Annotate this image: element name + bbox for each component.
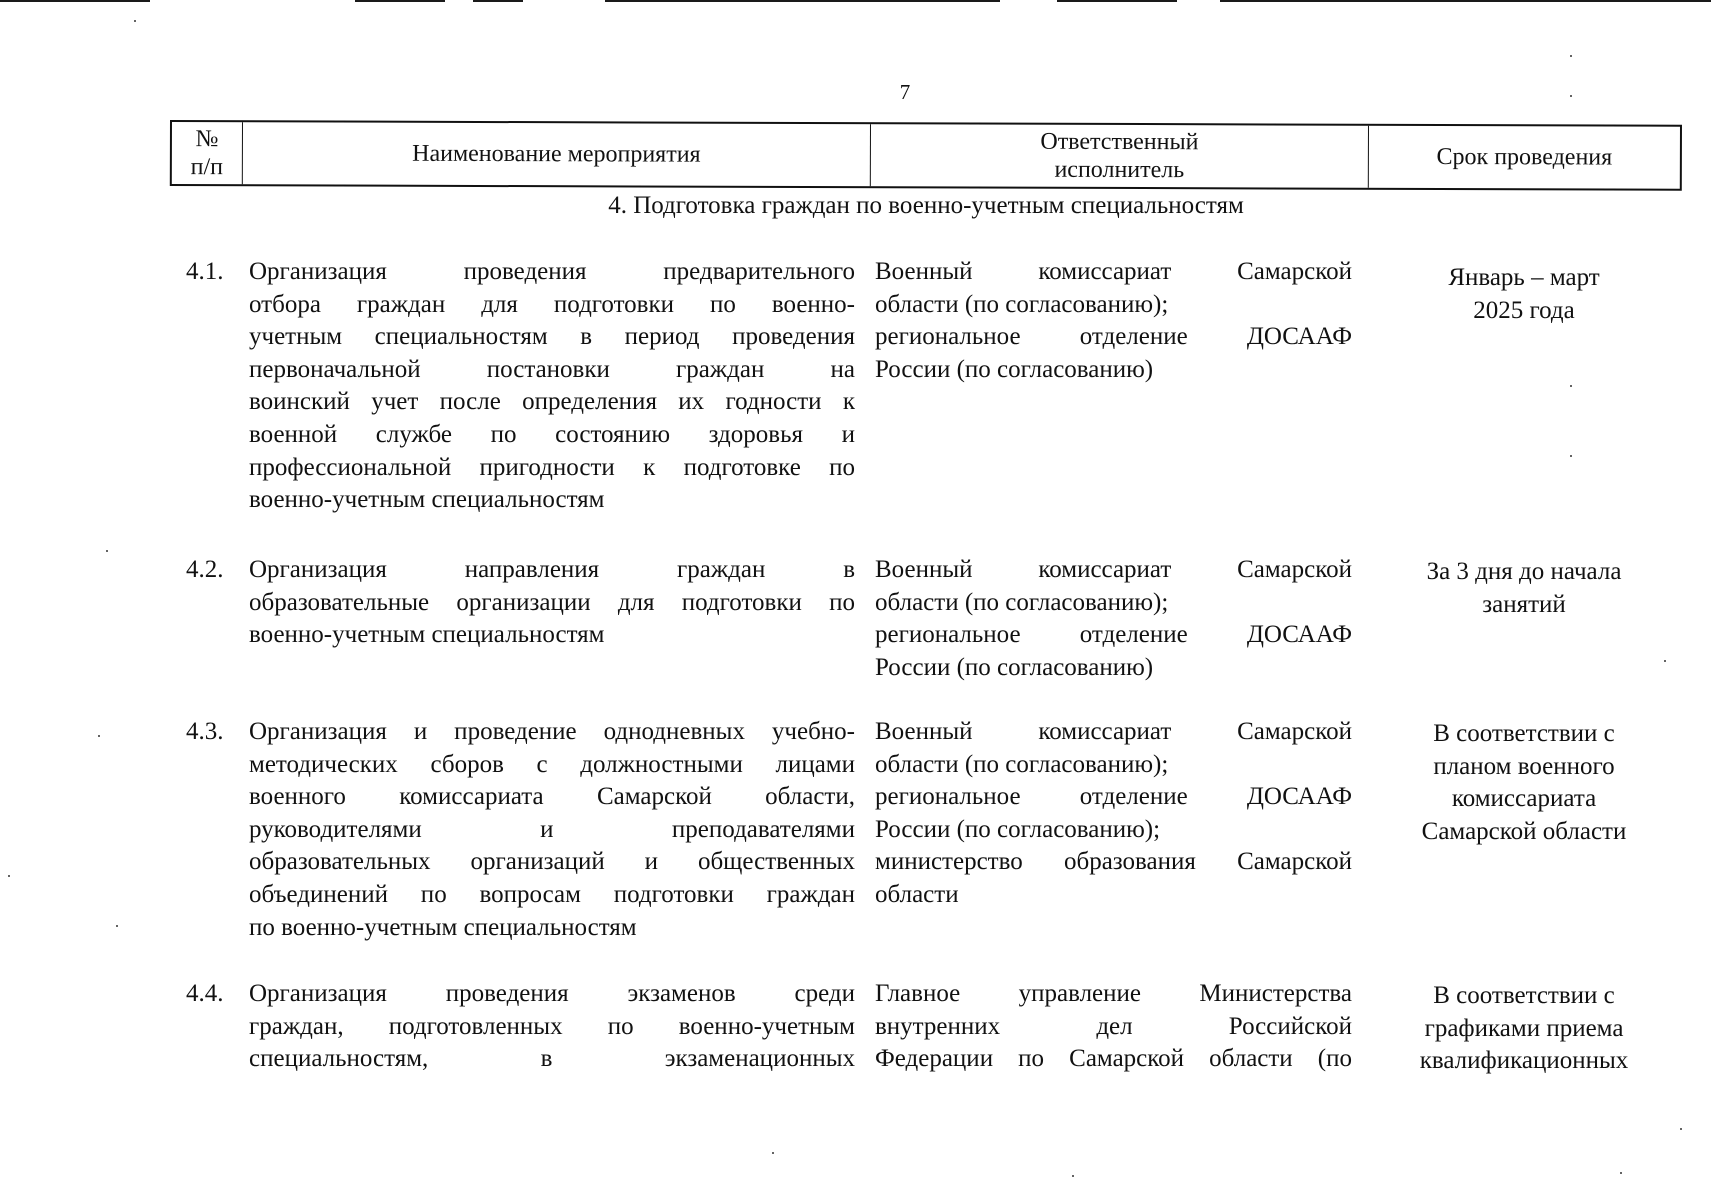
scan-artifact-line bbox=[473, 0, 523, 2]
scan-speck bbox=[1072, 1175, 1074, 1177]
table-header bbox=[170, 120, 1682, 191]
row-number: 4.4. bbox=[186, 980, 224, 1007]
scan-speck bbox=[8, 875, 10, 877]
text-line: образовательных организаций и общественных bbox=[249, 848, 855, 876]
scan-speck bbox=[772, 1152, 774, 1154]
scan-artifact-line bbox=[1057, 0, 1177, 2]
text-line: военно-учетным специальностям bbox=[249, 486, 605, 514]
row-number: 4.2. bbox=[186, 556, 224, 583]
text-line: квалификационных bbox=[1419, 1047, 1629, 1075]
text-line: России (по согласованию) bbox=[875, 653, 1154, 681]
text-line: региональное отделение ДОСААФ bbox=[875, 621, 1352, 649]
page-number: 7 bbox=[899, 80, 911, 104]
text-line: руководителями и преподавателями bbox=[249, 815, 855, 843]
header-executor: Ответственный исполнитель bbox=[870, 124, 1368, 188]
executor bbox=[875, 716, 1352, 912]
text-line: 2025 года bbox=[1473, 296, 1575, 324]
text-line: Военный комиссариат Самарской bbox=[875, 718, 1352, 745]
scan-speck bbox=[1570, 385, 1572, 387]
text-line: В соответствии с bbox=[1433, 720, 1615, 747]
text-line: комиссариата bbox=[1451, 785, 1597, 813]
text-line: региональное отделение ДОСААФ bbox=[875, 323, 1352, 351]
activity-name bbox=[249, 256, 855, 517]
text-line: отбора граждан для подготовки по военно- bbox=[249, 290, 855, 318]
text-line: граждан, подготовленных по военно-учетным bbox=[249, 1012, 855, 1040]
scan-speck bbox=[1664, 660, 1666, 662]
deadline bbox=[1382, 556, 1666, 621]
scan-artifact-line bbox=[355, 0, 445, 2]
executor bbox=[875, 554, 1352, 684]
text-line: Военный комиссариат Самарской bbox=[875, 556, 1352, 583]
text-line: первоначальной постановки граждан на bbox=[249, 355, 855, 383]
scan-speck bbox=[1620, 1172, 1622, 1174]
text-line: Организация проведения предварительного bbox=[249, 258, 855, 285]
text-line: специальностям, в экзаменационных bbox=[249, 1045, 855, 1073]
header-name: Наименование мероприятия bbox=[242, 122, 870, 186]
text-line: профессиональной пригодности к подготовке по bbox=[249, 453, 855, 481]
text-line: военного комиссариата Самарской области, bbox=[249, 783, 855, 811]
text-line: области (по согласованию); bbox=[875, 588, 1169, 616]
text-line: Федерации по Самарской области (по bbox=[875, 1045, 1352, 1073]
activity-name bbox=[249, 716, 855, 944]
text-line: воинский учет после определения их годности к bbox=[249, 388, 855, 416]
row-number: 4.1. bbox=[186, 258, 224, 285]
section-title: 4. Подготовка граждан по военно-учетным специальностям bbox=[608, 192, 1244, 219]
text-line: планом военного bbox=[1433, 752, 1615, 780]
scan-speck bbox=[116, 925, 118, 927]
scan-artifact-line bbox=[0, 0, 150, 2]
deadline bbox=[1382, 262, 1666, 327]
scan-speck bbox=[1570, 455, 1572, 457]
executor bbox=[875, 256, 1352, 386]
text-line: военно-учетным специальностям bbox=[249, 621, 605, 649]
row-number: 4.3. bbox=[186, 718, 224, 745]
text-line: учетным специальностям в период проведения bbox=[249, 323, 855, 351]
scan-speck bbox=[1570, 55, 1572, 57]
text-line: Военный комиссариат Самарской bbox=[875, 258, 1352, 285]
text-line: занятий bbox=[1482, 590, 1566, 618]
text-line: России (по согласованию); bbox=[875, 815, 1161, 843]
text-line: методических сборов с должностными лицами bbox=[249, 750, 855, 778]
text-line: министерство образования Самарской bbox=[875, 848, 1352, 876]
text-line: Организация проведения экзаменов среди bbox=[249, 980, 855, 1007]
text-line: Главное управление Министерства bbox=[875, 980, 1352, 1007]
scan-speck bbox=[98, 735, 100, 737]
text-line: Организация и проведение однодневных учебно- bbox=[249, 718, 855, 745]
text-line: военной службе по состоянию здоровья и bbox=[249, 420, 855, 448]
text-line: по военно-учетным специальностям bbox=[249, 913, 637, 941]
deadline bbox=[1382, 718, 1666, 848]
text-line: Январь – март bbox=[1448, 264, 1600, 291]
activity-name bbox=[249, 978, 855, 1076]
scan-speck bbox=[1680, 1128, 1682, 1130]
deadline bbox=[1382, 980, 1666, 1078]
scan-speck bbox=[134, 20, 136, 22]
header-term: Срок проведения bbox=[1368, 126, 1680, 189]
activity-name bbox=[249, 554, 855, 652]
scan-artifact-line bbox=[605, 0, 1000, 2]
scan-speck bbox=[1570, 95, 1572, 97]
text-line: региональное отделение ДОСААФ bbox=[875, 783, 1352, 811]
text-line: области (по согласованию); bbox=[875, 290, 1169, 318]
text-line: внутренних дел Российской bbox=[875, 1012, 1352, 1040]
text-line: России (по согласованию) bbox=[875, 355, 1154, 383]
text-line: области (по согласованию); bbox=[875, 750, 1169, 778]
text-line: Самарской области bbox=[1421, 817, 1627, 845]
header-num: № п/п bbox=[190, 126, 224, 181]
text-line: объединений по вопросам подготовки граждан bbox=[249, 880, 855, 908]
text-line: образовательные организации для подготовки по bbox=[249, 588, 855, 616]
text-line: Организация направления граждан в bbox=[249, 556, 855, 583]
scan-artifact-line bbox=[1220, 0, 1711, 2]
text-line: графиками приема bbox=[1424, 1014, 1624, 1042]
text-line: области bbox=[875, 880, 959, 908]
text-line: В соответствии с bbox=[1433, 982, 1615, 1009]
scan-speck bbox=[106, 550, 108, 552]
text-line: За 3 дня до начала bbox=[1426, 558, 1622, 585]
executor bbox=[875, 978, 1352, 1076]
